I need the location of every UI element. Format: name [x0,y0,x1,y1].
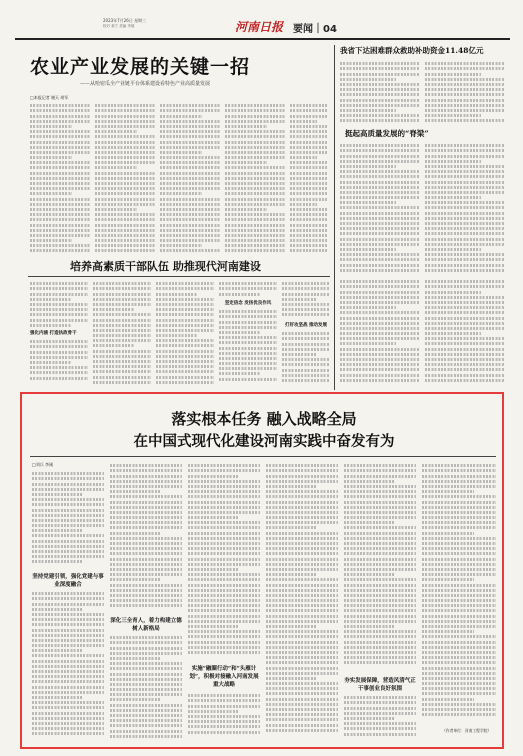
right-top-col-1 [340,60,420,122]
right-top-col-2 [425,60,505,122]
newspaper-logo: 河南日报 [235,20,284,34]
main-footer: （作者单位：河南工程学院） [442,728,492,733]
middle-col-4b [219,308,277,386]
main-col-5b [344,694,416,740]
main-col-5a [344,462,416,672]
right-mid-col-2 [425,142,505,272]
main-title-line-1: 落实根本任务 融入战略全局 [171,410,357,428]
editor-credits: 校对 姜宁 美编 李瑞 [103,24,135,28]
page-section: 要闻｜04 [293,24,337,35]
right-mid-col-1 [340,142,420,272]
middle-story-title: 培养高素质干部队伍 助推现代河南建设 [70,260,261,273]
middle-col-5b [282,330,330,386]
main-col-1b [32,590,104,740]
header-rule [15,38,510,40]
main-head-2: 深化三全育人，着力构建立德树人新格局 [110,618,182,632]
middle-head-left: 强化内涵 打造执政骨干 [30,331,77,336]
main-col-1a [32,470,104,570]
main-col-3a [188,462,260,662]
top-story-title: 农业产业发展的关键一招 [30,56,251,78]
middle-col-1a [30,280,88,328]
issue-date: 2023年7月26日 星期三 [103,18,147,23]
middle-head-right: 打好攻坚战 推动发展 [284,323,328,328]
middle-col-4a [219,280,277,298]
main-head-1: 坚持党建引领，强化党建与事业深度融合 [32,574,104,588]
page-header [15,6,510,42]
top-story-col-3 [160,102,220,252]
main-col-2a [110,462,182,612]
top-story-col-1 [30,102,90,252]
middle-col-1b [30,338,88,386]
main-col-4 [266,462,338,740]
top-story-subtitle: ——从哈密瓜全产业链平台体系建设看特色产业高质量发展 [80,81,211,87]
featured-article-frame [20,392,504,749]
main-col-2b [110,634,182,740]
right-mid-title: 挺起高质量发展的“脊梁” [345,129,429,138]
right-bottom-col-2 [425,278,505,386]
top-story-col-2 [95,102,155,252]
main-author: □刘兵 李刚 [32,462,54,467]
middle-col-3 [156,280,214,386]
main-head-3: 实施“融圈行动”和“头雁计划”，积极对接融入河南发展重大战略 [189,666,259,688]
main-title-rule [30,456,496,457]
column-divider [334,45,335,390]
main-col-3b [188,692,260,740]
right-top-title: 我省下达困难群众救助补助资金11.48亿元 [340,46,484,55]
top-story-col-4 [225,102,285,252]
right-bottom-col-1 [340,278,420,386]
main-head-4: 夯实发展保障，营造风清气正干事创业良好氛围 [344,678,416,692]
top-story-col-5 [290,102,328,252]
main-title-line-2: 在中国式现代化建设河南实践中奋发有为 [133,433,395,450]
middle-col-5a [282,280,330,320]
middle-head-mid: 坚定信念 发扬优良作风 [224,301,272,306]
main-col-6 [422,462,496,722]
middle-col-2 [93,280,151,386]
middle-story-rule [28,276,330,277]
top-story-author: □本报记者 谢天 胡军 [30,95,69,100]
